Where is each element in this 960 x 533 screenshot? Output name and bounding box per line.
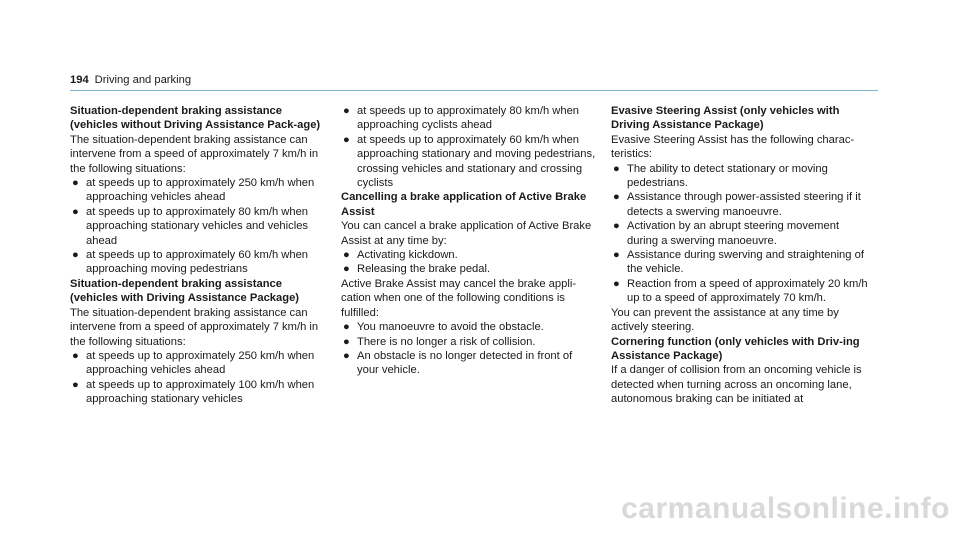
bullet-list	[341, 320, 597, 378]
list-item	[611, 219, 873, 248]
list-item-text: Activation by an abrupt steering movement during a swerving manoeuvre.	[627, 220, 840, 247]
list-item	[611, 277, 873, 306]
list-item	[611, 248, 873, 277]
watermark: carmanualsonline.info	[621, 492, 950, 525]
list-item-text: at speeds up to approximately 80 km/h when approaching stationary vehicles and vehicles ahead	[86, 205, 309, 247]
paragraph: The situation-dependent braking assistance can intervene from a speed of approximately 7 km/h in the following situations:	[70, 133, 319, 175]
page-number: 194	[70, 74, 89, 86]
bullet-icon: ●	[613, 249, 620, 262]
bullet-icon: ●	[343, 133, 350, 146]
column-1	[70, 104, 326, 407]
list-item	[341, 335, 597, 349]
list-item-text: You manoeuvre to avoid the obstacle.	[357, 321, 544, 334]
list-item-text: at speeds up to approximately 250 km/h when approaching vehicles ahead	[86, 349, 315, 377]
bullet-icon: ●	[343, 321, 350, 334]
bullet-icon: ●	[72, 249, 79, 262]
list-item-text: There is no longer a risk of collision.	[357, 335, 536, 348]
paragraph: If a danger of collision from an oncoming vehicle is detected when turning across an oncoming lane, autonomous braking can be initiated at	[611, 364, 862, 406]
bullet-list	[341, 248, 597, 277]
paragraph: You can cancel a brake application of Active Brake Assist at any time by:	[341, 220, 592, 247]
section-heading: Situation-dependent braking assistance (vehicles with Driving Assistance Package)	[70, 277, 300, 305]
bullet-icon: ●	[72, 177, 79, 190]
list-item-text: Reaction from a speed of approximately 20 km/h up to a speed of approximately 70 km/h.	[627, 277, 868, 305]
section-heading: Situation-dependent braking assistance (vehicles without Driving Assistance Pack-age)	[70, 105, 321, 132]
list-item	[70, 176, 326, 205]
bullet-icon: ●	[72, 349, 79, 362]
section-heading: Cornering function (only vehicles with Driv-ing Assistance Package)	[611, 335, 860, 362]
bullet-list	[70, 176, 326, 277]
list-item	[341, 104, 597, 133]
bullet-list	[341, 104, 597, 190]
list-item-text: Activating kickdown.	[357, 249, 458, 262]
list-item-text: at speeds up to approximately 100 km/h when approaching stationary vehicles	[86, 378, 315, 406]
list-item	[70, 205, 326, 248]
page-header	[70, 73, 878, 91]
list-item-text: at speeds up to approximately 60 km/h when approaching stationary and moving pedestrians, crossing vehicles and stationary and crossing cyclists	[357, 133, 596, 190]
paragraph: You can prevent the assistance at any time by actively steering.	[611, 306, 839, 334]
bullet-icon: ●	[613, 162, 620, 175]
bullet-icon: ●	[343, 249, 350, 262]
list-item	[70, 349, 326, 378]
list-item-text: An obstacle is no longer detected in front of your vehicle.	[357, 349, 573, 377]
list-item	[341, 133, 597, 191]
list-item-text: Assistance during swerving and straightening of the vehicle.	[627, 249, 864, 276]
bullet-list	[611, 162, 873, 306]
bullet-icon: ●	[343, 263, 350, 276]
list-item	[341, 320, 597, 334]
header-rule	[70, 90, 878, 91]
list-item	[70, 248, 326, 277]
bullet-icon: ●	[343, 105, 350, 117]
list-item	[611, 162, 873, 191]
list-item-text: at speeds up to approximately 80 km/h when approaching cyclists ahead	[357, 105, 580, 132]
column-3	[611, 104, 873, 407]
list-item-text: Assistance through power-assisted steering if it detects a swerving manoeuvre.	[627, 191, 861, 218]
bullet-list	[70, 349, 326, 407]
bullet-icon: ●	[613, 191, 620, 204]
list-item-text: at speeds up to approximately 60 km/h when approaching moving pedestrians	[86, 249, 309, 276]
list-item	[341, 349, 597, 378]
list-item	[341, 262, 597, 276]
paragraph: Active Brake Assist may cancel the brake appli-cation when one of the following conditions is fulfilled:	[341, 277, 577, 319]
paragraph: The situation-dependent braking assistance can intervene from a speed of approximately 7 km/h in the following situations:	[70, 306, 319, 348]
paragraph: Evasive Steering Assist has the following charac-teristics:	[611, 133, 855, 161]
list-item	[70, 378, 326, 407]
bullet-icon: ●	[343, 335, 350, 348]
list-item-text: Releasing the brake pedal.	[357, 263, 491, 276]
list-item	[611, 190, 873, 219]
section-title: Driving and parking	[94, 74, 192, 86]
bullet-icon: ●	[72, 378, 79, 391]
bullet-icon: ●	[343, 349, 350, 362]
column-2	[341, 104, 597, 378]
section-heading: Evasive Steering Assist (only vehicles with Driving Assistance Package)	[611, 105, 840, 132]
list-item-text: The ability to detect stationary or moving pedestrians.	[627, 162, 828, 190]
bullet-icon: ●	[613, 220, 620, 233]
bullet-icon: ●	[72, 205, 79, 218]
section-heading: Cancelling a brake application of Active Brake Assist	[341, 191, 587, 218]
list-item-text: at speeds up to approximately 250 km/h when approaching vehicles ahead	[86, 177, 315, 204]
bullet-icon: ●	[613, 277, 620, 290]
list-item	[341, 248, 597, 262]
